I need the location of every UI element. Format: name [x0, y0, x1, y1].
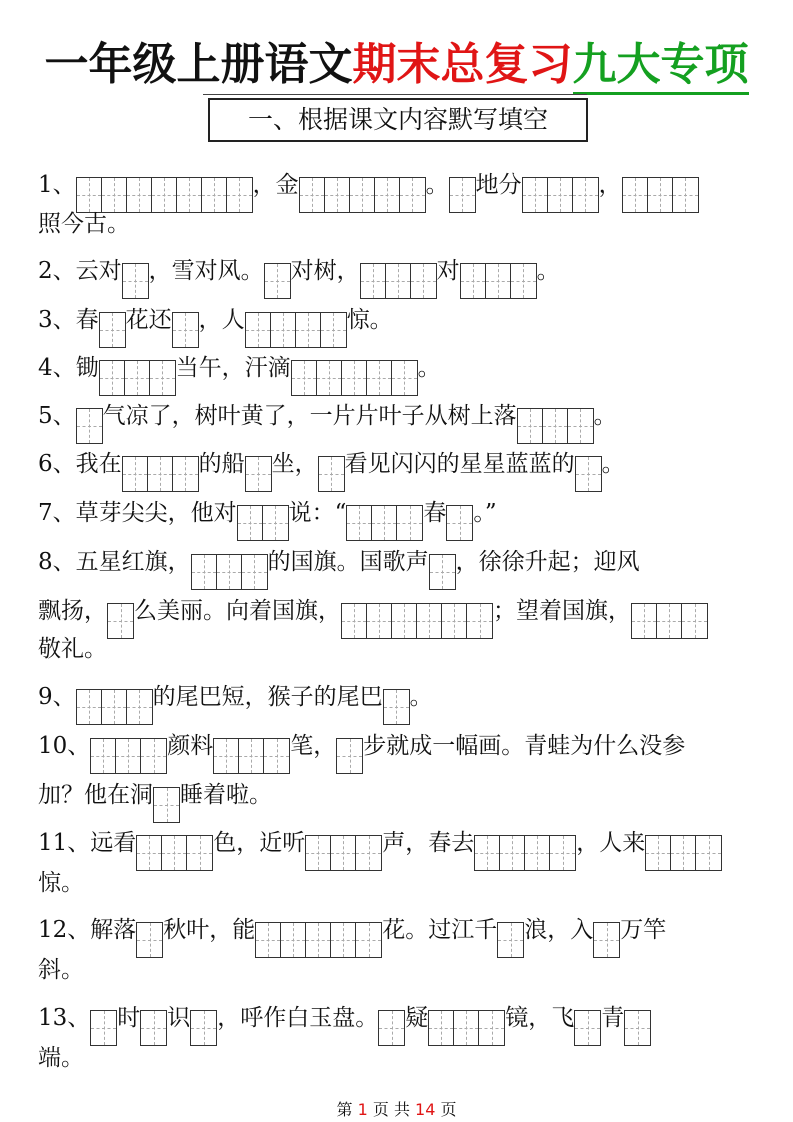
answer-box[interactable]: [446, 505, 473, 541]
question-text: 睡着啦。: [180, 782, 272, 808]
answer-box[interactable]: [517, 408, 594, 444]
page-title: [0, 38, 793, 92]
question-1-cont: 照今古。: [38, 211, 130, 237]
answer-box[interactable]: [122, 456, 199, 492]
question-text: 的船: [198, 451, 245, 477]
question-text: 镜，飞: [505, 1005, 575, 1031]
question-text: 地分: [475, 172, 522, 198]
question-4: [38, 353, 441, 396]
question-9: [38, 682, 433, 725]
answer-box[interactable]: [336, 738, 363, 774]
footer-text: 第: [336, 1100, 353, 1119]
question-text: 么美丽。向着国旗，: [134, 598, 341, 624]
question-8-end: 敬礼。: [38, 636, 107, 662]
answer-box[interactable]: [153, 787, 180, 823]
answer-box[interactable]: [107, 603, 134, 639]
answer-box[interactable]: [237, 505, 289, 541]
answer-box[interactable]: [191, 554, 268, 590]
footer-text: 页: [440, 1100, 457, 1119]
question-1: [38, 170, 699, 213]
question-8: [38, 547, 640, 590]
question-text: ，: [598, 172, 622, 198]
question-number: 12、: [38, 917, 91, 943]
answer-box[interactable]: [460, 263, 537, 299]
question-12: [38, 915, 666, 958]
question-number: 8、: [38, 549, 76, 575]
question-text: 。: [417, 355, 441, 381]
answer-box[interactable]: [255, 922, 382, 958]
question-text: 。: [425, 172, 449, 198]
answer-box[interactable]: [90, 738, 167, 774]
answer-box[interactable]: [341, 603, 493, 639]
question-10: [38, 731, 685, 774]
question-text: 加？他在洞: [38, 782, 153, 808]
title-part-2: 期末总复习: [352, 39, 573, 90]
answer-box[interactable]: [190, 1010, 217, 1046]
question-text: ，金: [252, 172, 299, 198]
question-text: 时: [117, 1005, 141, 1031]
question-number: 2、: [38, 258, 76, 284]
answer-box[interactable]: [383, 689, 410, 725]
answer-box[interactable]: [213, 738, 290, 774]
question-13: [38, 1003, 651, 1046]
page-number: 1: [357, 1100, 368, 1119]
answer-box[interactable]: [428, 1010, 505, 1046]
answer-box[interactable]: [136, 835, 213, 871]
question-number: 7、: [38, 500, 76, 526]
question-number: 9、: [38, 684, 76, 710]
answer-box[interactable]: [305, 835, 382, 871]
question-text: 飘扬，: [38, 598, 107, 624]
question-text: 锄: [75, 355, 99, 381]
question-number: 3、: [38, 307, 76, 333]
title-part-1: 一年级上册语文: [44, 39, 353, 90]
answer-box[interactable]: [575, 456, 602, 492]
question-text: 花还: [125, 307, 172, 333]
answer-box[interactable]: [122, 263, 149, 299]
question-text: 花。过江千: [382, 917, 498, 943]
answer-box[interactable]: [99, 360, 176, 396]
answer-box[interactable]: [90, 1010, 117, 1046]
question-13-cont: 端。: [38, 1045, 84, 1071]
question-number: 4、: [38, 355, 76, 381]
answer-box[interactable]: [522, 177, 599, 213]
answer-box[interactable]: [76, 689, 153, 725]
question-text: 说：“: [288, 500, 347, 526]
question-text: 浪，入: [524, 917, 594, 943]
question-text: ；望着国旗，: [493, 598, 631, 624]
page-total: 14: [415, 1100, 436, 1119]
question-text: 云对: [75, 258, 122, 284]
question-text: 青: [601, 1005, 625, 1031]
question-7: [38, 498, 497, 541]
question-text: 解落: [90, 917, 137, 943]
answer-box[interactable]: [449, 177, 476, 213]
question-5: [38, 401, 617, 444]
question-text: 草芽尖尖，他对: [75, 500, 237, 526]
answer-box[interactable]: [360, 263, 437, 299]
question-text: 惊。: [346, 307, 393, 333]
question-text: ，雪对风。: [148, 258, 264, 284]
question-3: [38, 305, 393, 348]
question-text: 秋叶，能: [163, 917, 256, 943]
answer-box[interactable]: [593, 922, 620, 958]
question-text: 。”: [473, 500, 497, 526]
question-number: 13、: [38, 1005, 91, 1031]
question-text: 远看: [90, 830, 137, 856]
answer-box[interactable]: [264, 263, 291, 299]
answer-box[interactable]: [76, 408, 103, 444]
answer-box[interactable]: [429, 554, 456, 590]
question-text: 春: [423, 500, 447, 526]
question-number: 5、: [38, 403, 76, 429]
question-text: 我在: [75, 451, 122, 477]
answer-box[interactable]: [299, 177, 426, 213]
answer-box[interactable]: [172, 312, 199, 348]
question-text: 声，春去: [382, 830, 475, 856]
footer-text: 页 共: [372, 1100, 410, 1119]
question-text: ，人来: [576, 830, 646, 856]
question-text: 。: [409, 684, 433, 710]
question-text: 的尾巴短，猴子的尾巴: [152, 684, 383, 710]
question-text: 识: [167, 1005, 191, 1031]
section-heading: 一、根据课文内容默写填空: [208, 98, 588, 142]
answer-box[interactable]: [474, 835, 576, 871]
question-12-cont: 斜。: [38, 957, 84, 983]
question-text: 万竿: [620, 917, 667, 943]
question-number: 1、: [38, 172, 76, 198]
answer-box[interactable]: [624, 1010, 651, 1046]
answer-box[interactable]: [140, 1010, 167, 1046]
answer-box[interactable]: [245, 456, 272, 492]
question-text: 五星红旗，: [75, 549, 191, 575]
question-8-cont: [38, 596, 708, 639]
question-text: 气凉了，树叶黄了，一片片叶子从树上落: [102, 403, 517, 429]
question-number: 11、: [38, 830, 91, 856]
question-text: 步就成一幅画。青蛙为什么没参: [363, 733, 686, 759]
answer-box[interactable]: [631, 603, 708, 639]
answer-box[interactable]: [497, 922, 524, 958]
answer-box[interactable]: [99, 312, 126, 348]
answer-box[interactable]: [645, 835, 722, 871]
question-text: 笔，: [290, 733, 337, 759]
answer-box[interactable]: [245, 312, 347, 348]
question-text: 颜料: [167, 733, 214, 759]
question-text: ，人: [198, 307, 245, 333]
question-11: [38, 828, 722, 871]
answer-box[interactable]: [574, 1010, 601, 1046]
answer-box[interactable]: [136, 922, 163, 958]
question-text: 。: [536, 258, 560, 284]
question-text: 。: [593, 403, 617, 429]
answer-box[interactable]: [291, 360, 418, 396]
title-part-3: 九大专项: [573, 39, 749, 95]
question-11-cont: 惊。: [38, 870, 84, 896]
question-6: [38, 449, 625, 492]
question-text: 对树，: [290, 258, 360, 284]
question-text: 色，近听: [213, 830, 306, 856]
question-text: ，呼作白玉盘。: [217, 1005, 379, 1031]
answer-box[interactable]: [346, 505, 423, 541]
question-text: 坐，: [271, 451, 318, 477]
question-text: 。: [601, 451, 625, 477]
question-number: 10、: [38, 733, 91, 759]
answer-box[interactable]: [622, 177, 699, 213]
question-number: 6、: [38, 451, 76, 477]
answer-box[interactable]: [378, 1010, 405, 1046]
question-text: 春: [75, 307, 99, 333]
question-text: 疑: [405, 1005, 429, 1031]
question-10-cont: [38, 780, 272, 823]
question-text: 的国旗。国歌声: [267, 549, 429, 575]
answer-box[interactable]: [318, 456, 345, 492]
page-footer: [0, 1097, 793, 1120]
question-2: [38, 256, 560, 299]
answer-box[interactable]: [76, 177, 253, 213]
question-text: 对: [436, 258, 460, 284]
question-text: 看见闪闪的星星蓝蓝的: [344, 451, 575, 477]
question-text: ，徐徐升起；迎风: [455, 549, 640, 575]
question-text: 当午，汗滴: [175, 355, 291, 381]
